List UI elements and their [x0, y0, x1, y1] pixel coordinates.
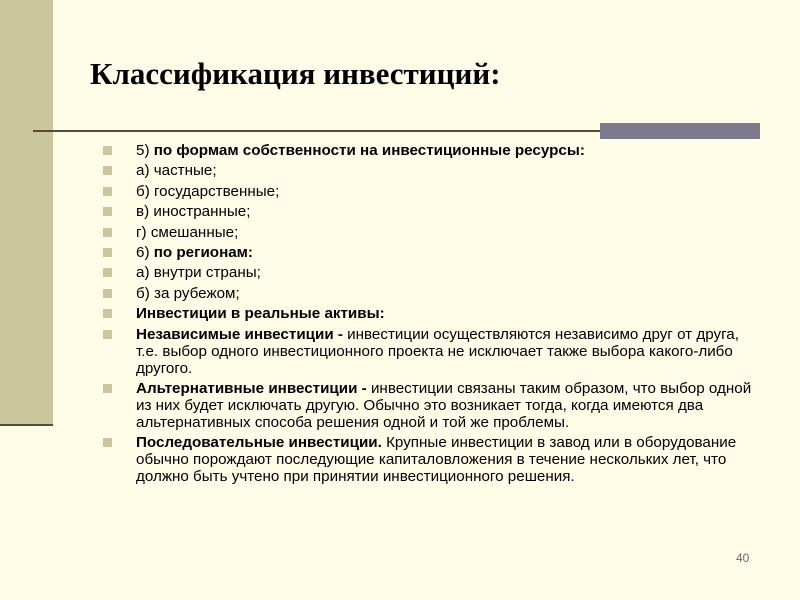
item-text: инвестиции осуществляются независимо друг от друга, т.е. выбор одного инвестиционного проекта не исключает также выбора какого-либо другого.: [136, 325, 739, 377]
list-item: [103, 285, 753, 302]
bullet-list: [103, 142, 753, 489]
item-text: а) внутри страны;: [136, 264, 261, 282]
item-text: инвестиции связаны таким образом, что выбор одной из них будет исключать другую. Обычно это возникает тогда, когда имеются два альтернативных способа решения одной и той же проблемы.: [136, 379, 752, 431]
square-bullet-icon: [103, 187, 112, 196]
item-bold-text: Последовательные инвестиции.: [136, 434, 382, 452]
list-item: [103, 224, 753, 241]
square-bullet-icon: [103, 330, 112, 339]
item-bold-text: по регионам:: [153, 243, 253, 261]
square-bullet-icon: [103, 309, 112, 318]
square-bullet-icon: [103, 248, 112, 257]
item-text: б) государственные;: [136, 182, 280, 200]
item-text: а) частные;: [136, 162, 217, 180]
list-item: [103, 326, 753, 377]
item-text: Крупные инвестиции в завод или в оборудование обычно порождают последующие капиталовложения в течение нескольких лет, что должно быть учтено при принятии инвестиционного решения.: [136, 434, 737, 486]
list-item: [103, 244, 753, 261]
square-bullet-icon: [103, 228, 112, 237]
list-item: [103, 183, 753, 200]
item-text: б) за рубежом;: [136, 284, 240, 302]
slide-title: Классификация инвестиций:: [90, 56, 501, 91]
square-bullet-icon: [103, 438, 112, 447]
side-band-divider: [0, 424, 53, 426]
decorative-side-band: [0, 0, 53, 426]
list-item: [103, 162, 753, 179]
item-bold-text: Инвестиции в реальные активы:: [136, 305, 385, 323]
item-text: 5): [136, 142, 154, 159]
title-accent-block: [600, 123, 760, 139]
square-bullet-icon: [103, 289, 112, 298]
item-text: 6): [136, 243, 154, 261]
list-item: [103, 305, 753, 322]
list-item: [103, 264, 753, 281]
square-bullet-icon: [103, 268, 112, 277]
item-bold-text: Альтернативные инвестиции -: [136, 379, 371, 397]
item-text: г) смешанные;: [136, 223, 239, 241]
item-bold-text: Независимые инвестиции -: [136, 325, 348, 343]
list-item: [103, 380, 753, 431]
square-bullet-icon: [103, 207, 112, 216]
list-item: [103, 203, 753, 220]
square-bullet-icon: [103, 384, 112, 393]
square-bullet-icon: [103, 166, 112, 175]
page-number: 40: [736, 551, 750, 565]
item-bold-text: по формам собственности на инвестиционные ресурсы:: [153, 142, 585, 159]
list-item: [103, 142, 753, 159]
list-item: [103, 434, 753, 485]
square-bullet-icon: [103, 146, 112, 155]
item-text: в) иностранные;: [136, 203, 251, 221]
